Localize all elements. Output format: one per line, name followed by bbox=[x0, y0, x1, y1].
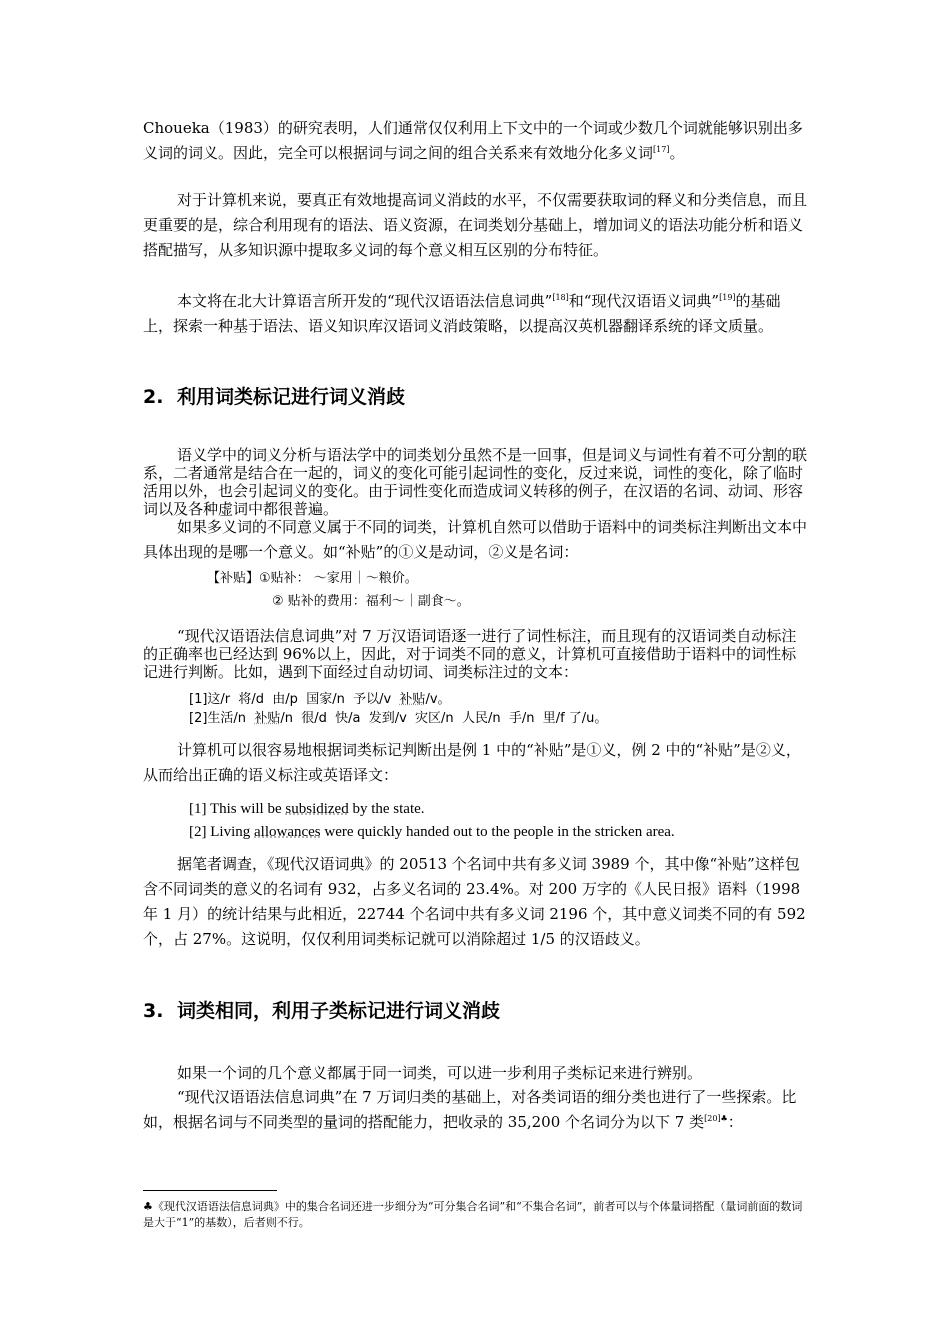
tagged-example-1-post: /v。 bbox=[425, 692, 451, 707]
section-2-paragraph-3: “现代汉语语法信息词典”对 7 万汉语词语逐一进行了词性标注，而且现有的汉语词类自动标注的正确率也已经达到 96%以上，因此，对于词类不同的意义，计算机可直接借助于语料中的词性标记进行判断。比如，遇到下面经过自动切词、词类标注过的文本： bbox=[143, 627, 797, 681]
section-3-paragraph-2-text: “现代汉语语法信息词典”在 7 万词归类的基础上，对各类词语的细分类也进行了一些探索。比如，根据名词与不同类型的量词的搭配能力，把收录的 35,200 个名词分为以下 7 类 bbox=[143, 1088, 797, 1131]
tagged-example-1-target: 补贴 bbox=[399, 692, 426, 707]
section-2-paragraph-4: 计算机可以很容易地根据词类标记判断出是例 1 中的“补贴”是①义，例 2 中的“补贴”是②义，从而给出正确的语义标注或英语译文： bbox=[143, 741, 801, 784]
section-3-paragraph-2 bbox=[143, 1085, 808, 1135]
english-translation-1-target: subsidized bbox=[285, 801, 349, 817]
english-translation-1-post: by the state. bbox=[348, 801, 425, 817]
english-translation-2-target: allowances bbox=[254, 824, 321, 840]
tagged-example-1-pre: [1]这/r 将/d 由/p 国家/n 予以/v bbox=[189, 692, 400, 707]
footnote-separator bbox=[143, 1190, 277, 1191]
tagged-example-2-post: /n 很/d 快/a 发到/v 灾区/n 人民/n 手/n 里/f 了/u。 bbox=[280, 711, 608, 726]
english-translation-1 bbox=[189, 797, 425, 821]
dictionary-entry-sense-2: ② 贴补的费用：福利～｜副食～。 bbox=[272, 594, 470, 609]
footnote: ♣《现代汉语语法信息词典》中的集合名词还进一步细分为“可分集合名词”和“不集合名词”，前者可以与个体量词搭配（量词前面的数词是大于“1”的基数），后者则不行。 bbox=[143, 1200, 803, 1229]
intro-paragraph-3-part-b: 和“现代汉语语义词典” bbox=[568, 292, 720, 310]
section-2-paragraph-1: 语义学中的词义分析与语法学中的词类划分虽然不是一回事，但是词义与词性有着不可分割的联系，二者通常是结合在一起的，词义的变化可能引起词性的变化，反过来说，词性的变化，除了临时活用以外，也会引起词义的变化。由于词性变化而造成词义转移的例子，在汉语的名词、动词、形容词以及各种虚词中都很普遍。 bbox=[143, 446, 808, 518]
section-3-title: 词类相同，利用子类标记进行词义消歧 bbox=[177, 1000, 501, 1022]
intro-paragraph-3-part-c: 的基础上，探索一种基于语法、语义知识库汉语词义消歧策略，以提高汉英机器翻译系统的译文质量。 bbox=[143, 292, 781, 335]
section-2-title: 利用词类标记进行词义消歧 bbox=[177, 386, 406, 408]
section-2-heading bbox=[143, 384, 405, 410]
citation-19: [19] bbox=[719, 293, 736, 302]
tagged-example-1 bbox=[189, 690, 451, 709]
citation-20-footnote-marker: [20]♣ bbox=[704, 1114, 728, 1123]
citation-18: [18] bbox=[552, 293, 569, 302]
section-3-paragraph-1: 如果一个词的几个意义都属于同一词类，可以进一步利用子类标记来进行辨别。 bbox=[177, 1064, 703, 1082]
english-translation-2 bbox=[189, 820, 675, 844]
section-3-number: 3. bbox=[143, 1000, 164, 1022]
english-translation-1-pre: [1] This will be bbox=[189, 801, 286, 817]
english-translation-2-pre: [2] Living bbox=[189, 824, 254, 840]
tagged-example-2 bbox=[189, 709, 607, 728]
section-3-heading bbox=[143, 998, 500, 1024]
tagged-example-2-target: 补贴 bbox=[254, 711, 281, 726]
citation-17: [17] bbox=[653, 145, 670, 154]
intro-paragraph-3 bbox=[143, 289, 808, 339]
intro-paragraph-3-part-a: 本文将在北大计算语言所开发的“现代汉语语法信息词典” bbox=[177, 292, 553, 310]
english-translation-2-post: were quickly handed out to the people in the stricken area. bbox=[320, 824, 675, 840]
dictionary-entry-sense-1: 【补贴】①贴补： ～家用｜～粮价。 bbox=[207, 571, 418, 586]
intro-paragraph-1-text: Choueka（1983）的研究表明，人们通常仅仅利用上下文中的一个词或少数几个词就能够识别出多义词的词义。因此，完全可以根据词与词之间的组合关系来有效地分化多义词 bbox=[143, 119, 803, 162]
section-2-number: 2. bbox=[143, 386, 164, 408]
intro-paragraph-2: 对于计算机来说，要真正有效地提高词义消歧的水平，不仅需要获取词的释义和分类信息，而且更重要的是，综合利用现有的语法、语义资源，在词类划分基础上，增加词义的语法功能分析和语义搭配描写，从多知识源中提取多义词的每个意义相互区别的分布特征。 bbox=[143, 191, 808, 259]
section-2-paragraph-2: 如果多义词的不同意义属于不同的词类，计算机自然可以借助于语料中的词类标注判断出文本中具体出现的是哪一个意义。如“补贴”的①义是动词，②义是名词： bbox=[143, 518, 808, 561]
tagged-example-2-pre: [2]生活/n bbox=[189, 711, 255, 726]
section-2-paragraph-5: 据笔者调查，《现代汉语词典》的 20513 个名词中共有多义词 3989 个，其中像“补贴”这样包含不同词类的意义的名词有 932，占多义名词的 23.4%。对 200 万字的《人民日报》语料（1998 年 1 月）的统计结果与此相近，22744 个名词中共有多义词 2196 个，其中意义词类不同的有 592 个，占 27%。这说明，仅仅利用词类标记就可以消除超过 1/5 的汉语歧义。 bbox=[143, 855, 806, 948]
section-3-paragraph-2-end: ： bbox=[727, 1113, 743, 1131]
intro-paragraph-1 bbox=[143, 116, 808, 166]
intro-paragraph-1-end: 。 bbox=[669, 144, 685, 162]
